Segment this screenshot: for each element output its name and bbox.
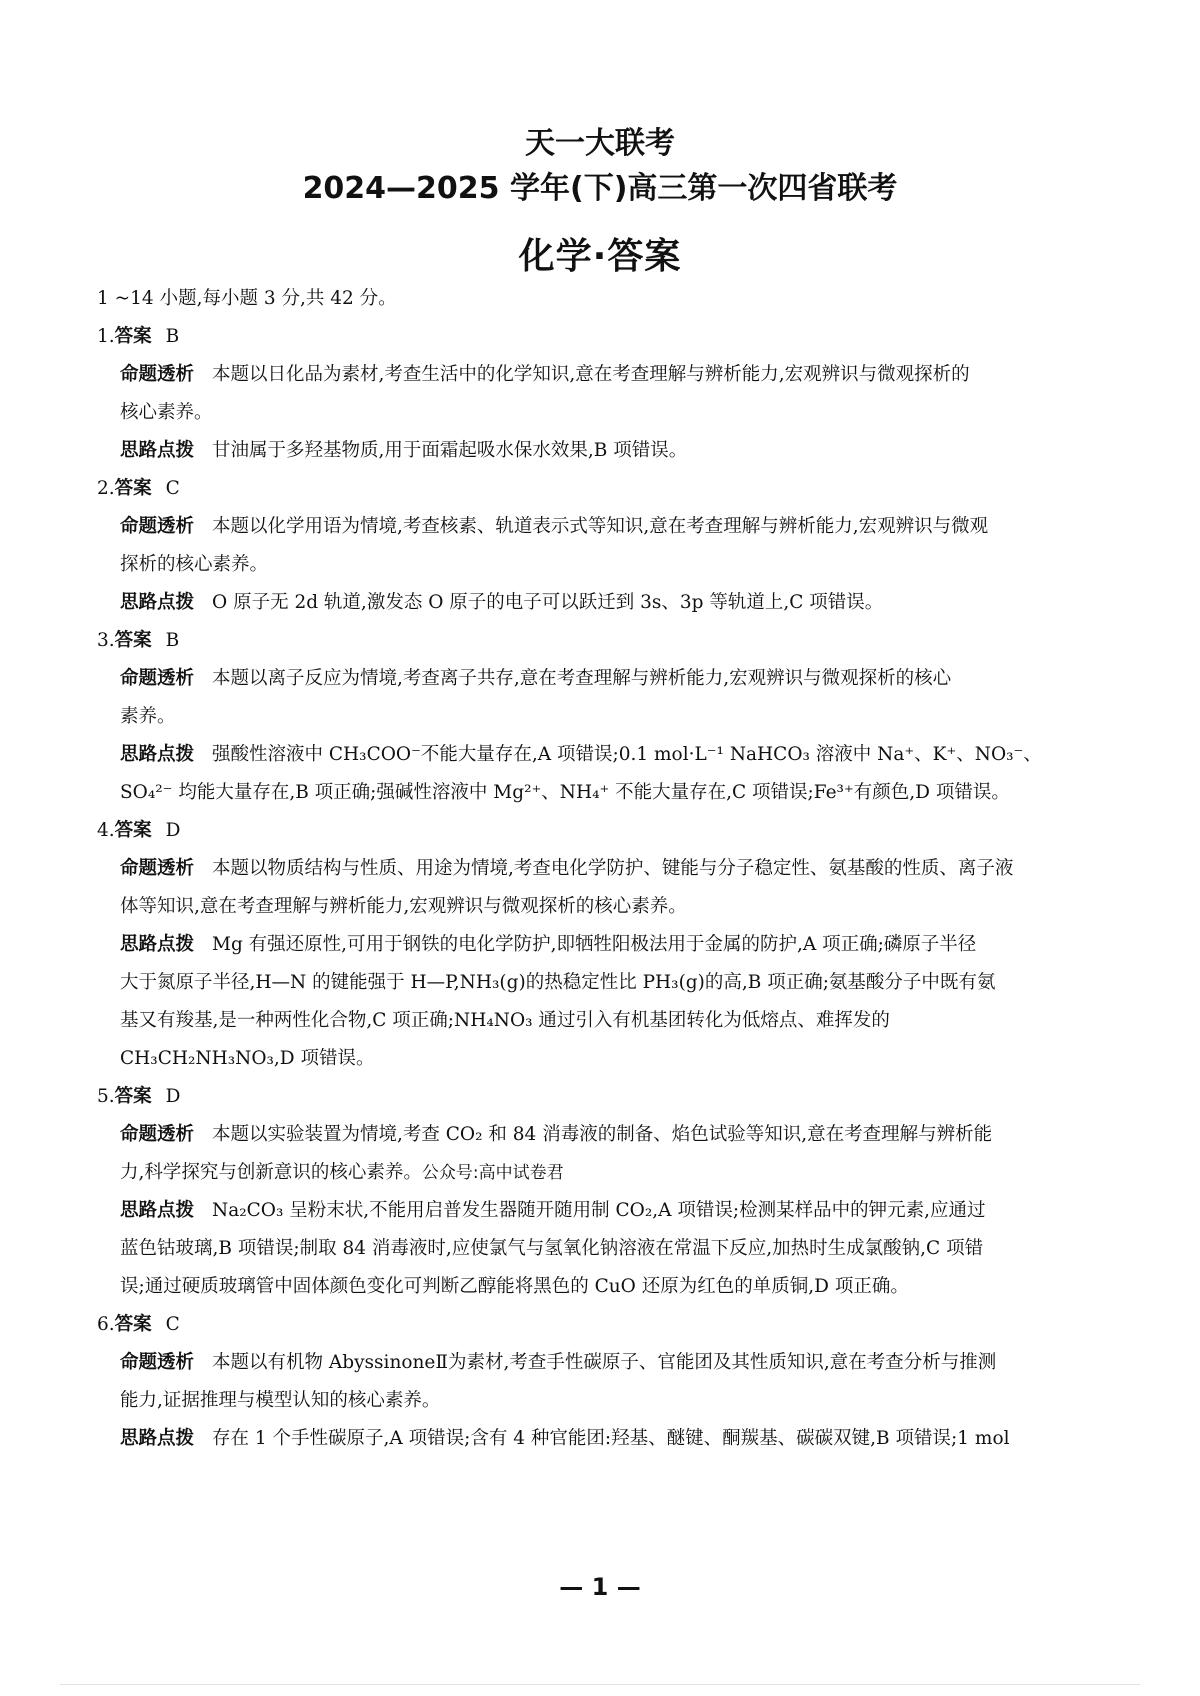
q3-answer-line xyxy=(97,627,179,655)
q5-analysis-line-2-row xyxy=(120,1159,564,1187)
q2-hint xyxy=(120,589,883,617)
q5-answer: D xyxy=(165,1086,181,1107)
q5-hint-line-3: 误;通过硬质玻璃管中固体颜色变化可判断乙醇能将黑色的 CuO 还原为红色的单质铜,D 项正确。 xyxy=(120,1276,909,1297)
page-number: — 1 — xyxy=(559,1573,641,1601)
q4-analysis xyxy=(120,855,1013,883)
q6-number: 6. xyxy=(97,1314,115,1335)
q5-analysis xyxy=(120,1121,992,1149)
q1-hint-line-1: 甘油属于多羟基物质,用于面霜起吸水保水效果,B 项错误。 xyxy=(212,440,688,461)
q4-answer-line xyxy=(97,817,181,845)
q6-answer-label: 答案 xyxy=(114,1314,152,1335)
q3-analysis-label: 命题透析 xyxy=(120,668,195,689)
q4-analysis-line-2: 体等知识,意在考查理解与辨析能力,宏观辨识与微观探析的核心素养。 xyxy=(120,896,687,917)
subject-title: 化学·答案 xyxy=(518,236,682,277)
q6-analysis-line-1: 本题以有机物 AbyssinoneⅡ为素材,考查手性碳原子、官能团及其性质知识,意在考查分析与推测 xyxy=(212,1352,997,1373)
q5-analysis-line-2: 力,科学探究与创新意识的核心素养。 xyxy=(120,1162,422,1183)
q4-answer-label: 答案 xyxy=(114,820,152,841)
q4-hint-line-3: 基又有羧基,是一种两性化合物,C 项正确;NH₄NO₃ 通过引入有机基团转化为低熔点、难挥发的 xyxy=(120,1010,890,1031)
q2-answer-line xyxy=(97,475,180,503)
q4-hint-line-1: Mg 有强还原性,可用于钢铁的电化学防护,即牺牲阳极法用于金属的防护,A 项正确;磷原子半径 xyxy=(212,934,977,955)
org-title: 天一大联考 xyxy=(525,126,675,161)
q4-analysis-line-1: 本题以物质结构与性质、用途为情境,考查电化学防护、键能与分子稳定性、氨基酸的性质、离子液 xyxy=(212,858,1014,879)
q4-analysis-label: 命题透析 xyxy=(120,858,195,879)
q5-hint-line-2: 蓝色钴玻璃,B 项错误;制取 84 消毒液时,应使氯气与氢氧化钠溶液在常温下反应,加热时生成氯酸钠,C 项错 xyxy=(120,1238,984,1259)
q6-hint-label: 思路点拨 xyxy=(120,1428,195,1449)
q4-answer: D xyxy=(165,820,181,841)
q5-hint xyxy=(120,1197,986,1225)
q2-hint-label: 思路点拨 xyxy=(120,592,195,613)
q5-answer-line xyxy=(97,1083,181,1111)
q5-answer-label: 答案 xyxy=(114,1086,152,1107)
q6-answer-line xyxy=(97,1311,180,1339)
q3-number: 3. xyxy=(97,630,115,651)
q2-answer-label: 答案 xyxy=(114,478,152,499)
q1-analysis-line-2: 核心素养。 xyxy=(120,402,213,423)
exam-title: 2024—2025 学年(下)高三第一次四省联考 xyxy=(302,171,898,206)
q1-answer-line xyxy=(97,323,179,351)
q3-hint xyxy=(120,741,1042,769)
q6-analysis-label: 命题透析 xyxy=(120,1352,195,1373)
q5-number: 5. xyxy=(97,1086,115,1107)
q3-hint-label: 思路点拨 xyxy=(120,744,195,765)
q6-hint-line-1: 存在 1 个手性碳原子,A 项错误;含有 4 种官能团:羟基、醚键、酮羰基、碳碳双键,B 项错误;1 mol xyxy=(212,1428,1010,1449)
q3-answer-label: 答案 xyxy=(114,630,152,651)
q3-analysis-line-1: 本题以离子反应为情境,考查离子共存,意在考查理解与辨析能力,宏观辨识与微观探析的核心 xyxy=(212,668,952,689)
q5-hint-line-1: Na₂CO₃ 呈粉末状,不能用启普发生器随开随用制 CO₂,A 项错误;检测某样品中的钾元素,应通过 xyxy=(212,1200,986,1221)
q5-note: 公众号:高中试卷君 xyxy=(421,1163,564,1183)
q4-hint-line-4: CH₃CH₂NH₃NO₃,D 项错误。 xyxy=(120,1048,375,1069)
q2-number: 2. xyxy=(97,478,115,499)
q2-hint-line-1: O 原子无 2d 轨道,激发态 O 原子的电子可以跃迁到 3s、3p 等轨道上,C 项错误。 xyxy=(212,592,884,613)
q1-answer-label: 答案 xyxy=(114,326,152,347)
q4-hint-label: 思路点拨 xyxy=(120,934,195,955)
q3-analysis xyxy=(120,665,951,693)
q2-analysis-line-1: 本题以化学用语为情境,考查核素、轨道表示式等知识,意在考查理解与辨析能力,宏观辨识与微观 xyxy=(212,516,989,537)
q1-number: 1. xyxy=(97,326,115,347)
q4-hint xyxy=(120,931,976,959)
q4-hint-line-2: 大于氮原子半径,H—N 的键能强于 H—P,NH₃(g)的热稳定性比 PH₃(g)的高,B 项正确;氨基酸分子中既有氨 xyxy=(120,972,996,993)
q6-hint xyxy=(120,1425,1010,1453)
q1-hint-label: 思路点拨 xyxy=(120,440,195,461)
q6-analysis xyxy=(120,1349,996,1377)
q1-answer: B xyxy=(165,326,180,347)
q5-hint-label: 思路点拨 xyxy=(120,1200,195,1221)
q2-answer: C xyxy=(165,478,180,499)
footer-divider xyxy=(60,1684,1140,1685)
q5-analysis-label: 命题透析 xyxy=(120,1124,195,1145)
q3-analysis-line-2: 素养。 xyxy=(120,706,176,727)
q2-analysis-line-2: 探析的核心素养。 xyxy=(120,554,269,575)
q3-hint-line-2: SO₄²⁻ 均能大量存在,B 项正确;强碱性溶液中 Mg²⁺、NH₄⁺ 不能大量存在,C 项错误;Fe³⁺有颜色,D 项错误。 xyxy=(120,782,1010,803)
q6-answer: C xyxy=(165,1314,180,1335)
q3-answer: B xyxy=(165,630,180,651)
section-intro: 1 ~14 小题,每小题 3 分,共 42 分。 xyxy=(97,288,397,309)
q1-analysis-label: 命题透析 xyxy=(120,364,195,385)
q1-analysis xyxy=(120,361,970,389)
q5-analysis-line-1: 本题以实验装置为情境,考查 CO₂ 和 84 消毒液的制备、焰色试验等知识,意在考查理解与辨析能 xyxy=(212,1124,993,1145)
q1-analysis-line-1: 本题以日化品为素材,考查生活中的化学知识,意在考查理解与辨析能力,宏观辨识与微观探析的 xyxy=(212,364,970,385)
q1-hint xyxy=(120,437,687,465)
q2-analysis xyxy=(120,513,988,541)
q6-analysis-line-2: 能力,证据推理与模型认知的核心素养。 xyxy=(120,1390,441,1411)
q3-hint-line-1: 强酸性溶液中 CH₃COO⁻不能大量存在,A 项错误;0.1 mol·L⁻¹ NaHCO₃ 溶液中 Na⁺、K⁺、NO₃⁻、 xyxy=(212,744,1042,765)
q4-number: 4. xyxy=(97,820,115,841)
q2-analysis-label: 命题透析 xyxy=(120,516,195,537)
